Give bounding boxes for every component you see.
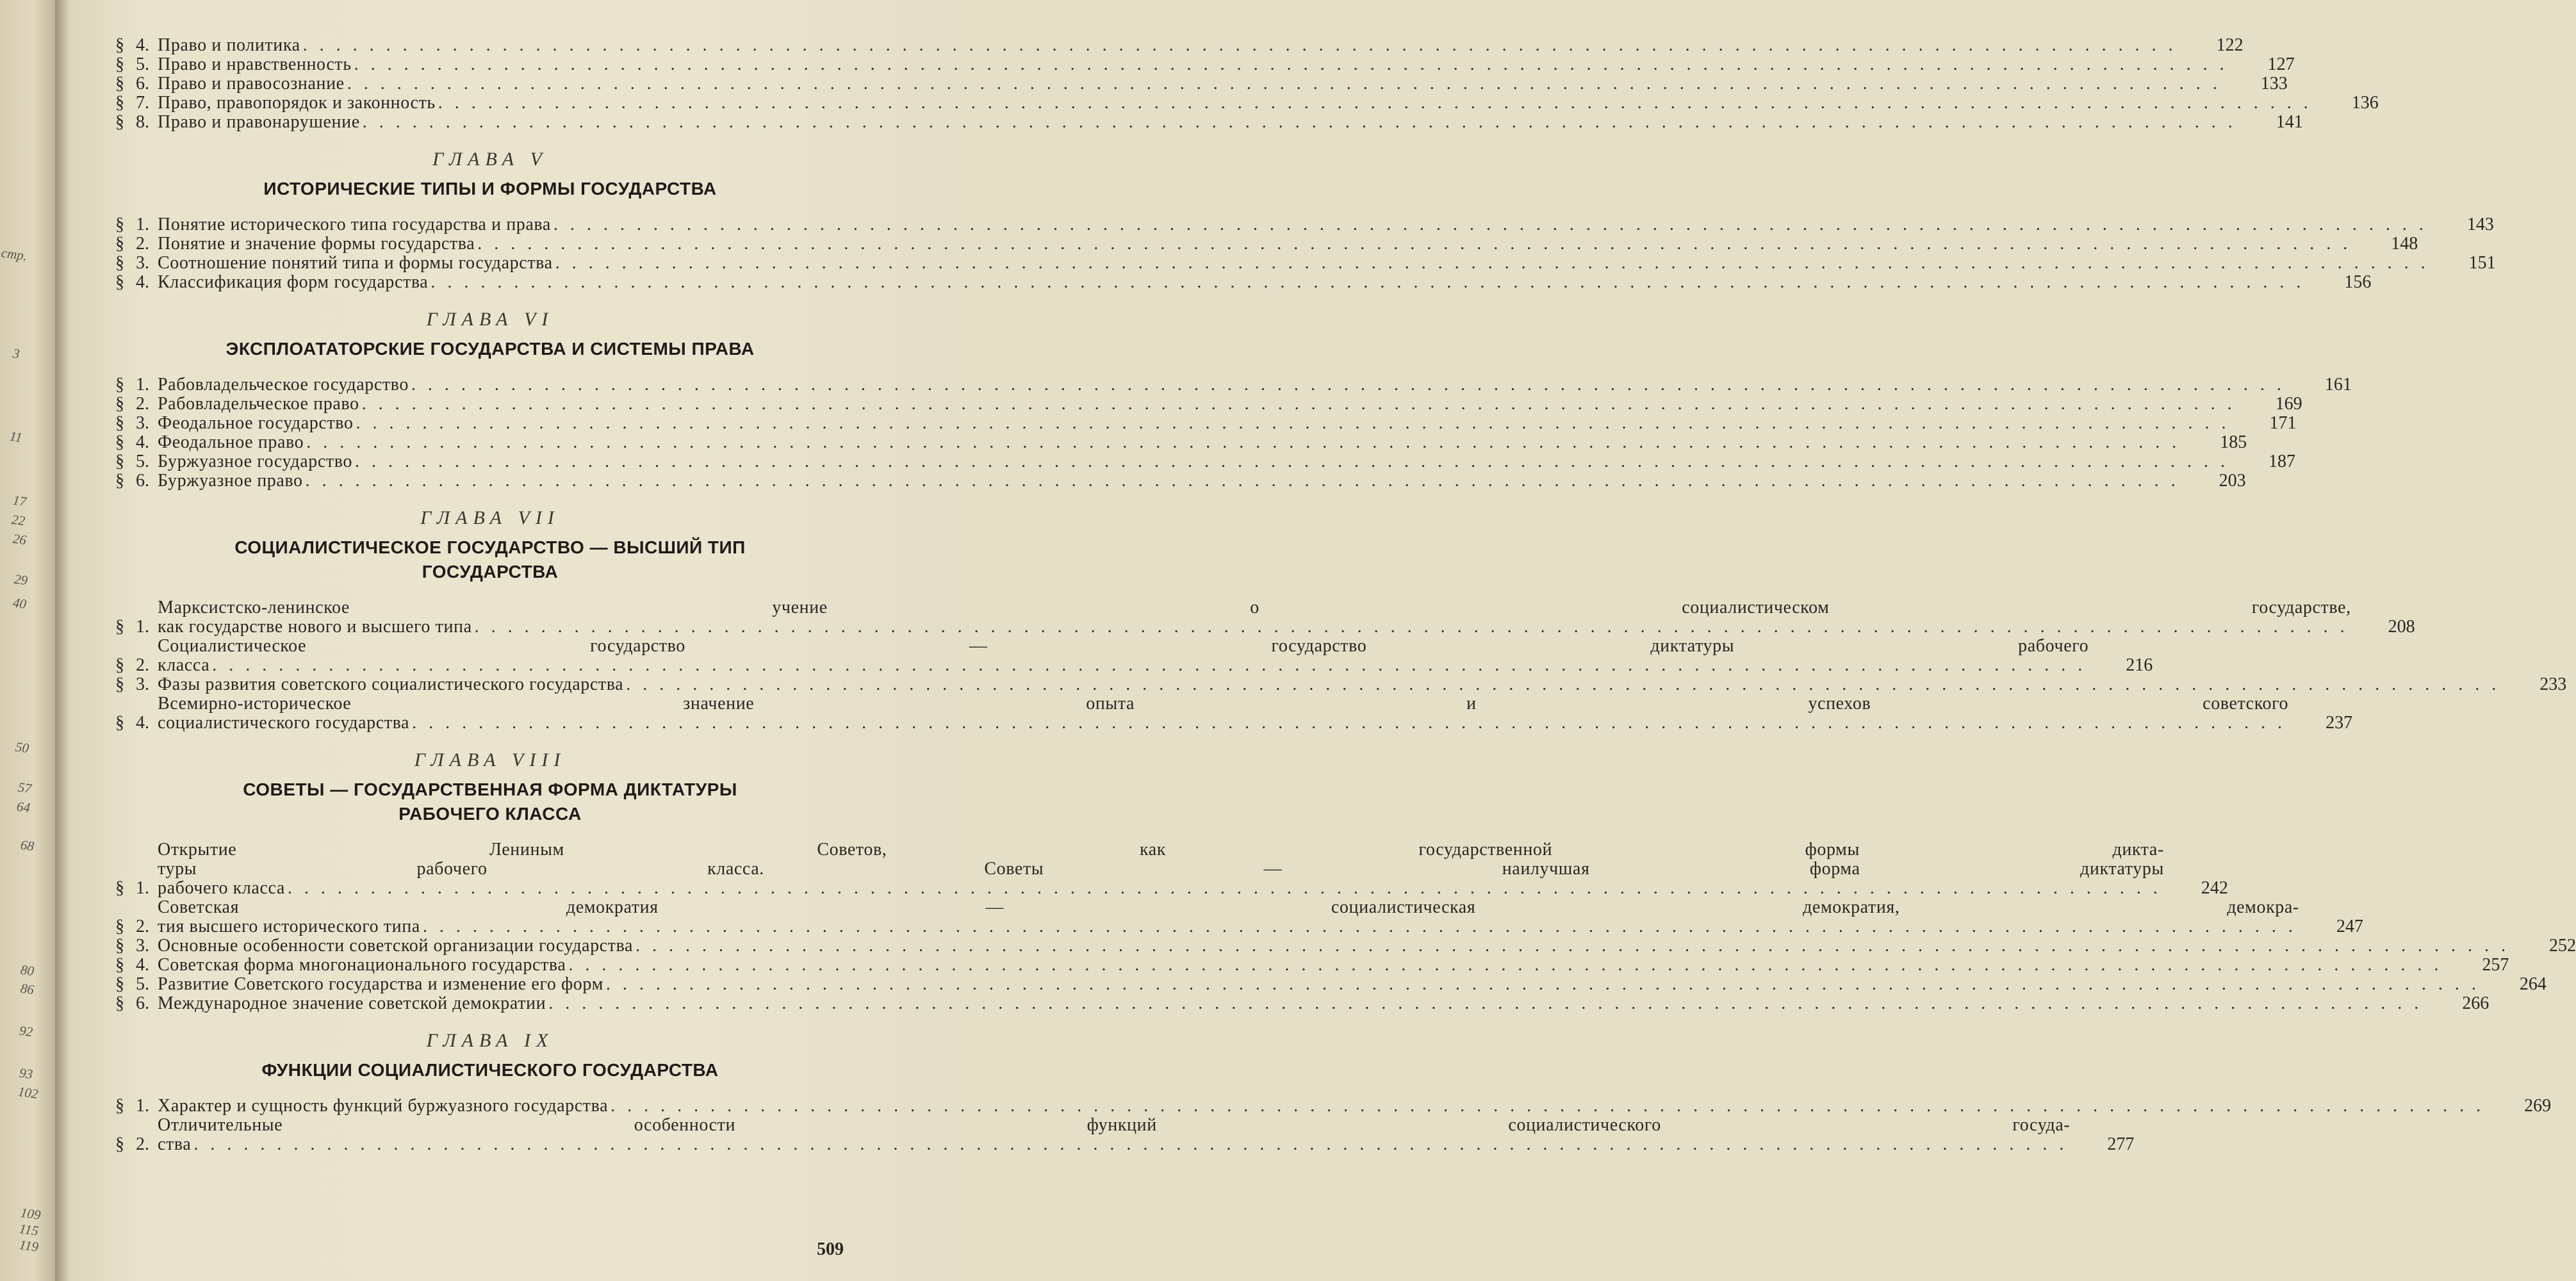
toc-entry[interactable] (115, 272, 2372, 292)
toc-entry-text: Фазы развития советского социалистического государства (158, 674, 624, 694)
edge-page-number: 93 (18, 1065, 34, 1082)
toc-entry-number: 5. (136, 452, 149, 471)
toc-entry-text: Классификация форм государства (158, 272, 429, 292)
chapter-label: ГЛАВА VII (420, 507, 560, 528)
section-sign: § (115, 93, 124, 113)
chapter-title-line: СОЦИАЛИСТИЧЕСКОЕ ГОСУДАРСТВО — ВЫСШИЙ ТИП (234, 537, 746, 557)
section-sign: § (115, 974, 124, 994)
toc-entry[interactable] (115, 234, 2418, 254)
toc-entry[interactable] (115, 1096, 2552, 1116)
toc-entry[interactable] (115, 471, 2246, 491)
toc-entry-number: 7. (136, 93, 149, 113)
toc-entry-text: ства (158, 1134, 192, 1154)
toc-page-number: 247 (2336, 917, 2363, 936)
edge-page-number: 57 (17, 779, 33, 797)
section-sign: § (115, 215, 124, 234)
toc-entry[interactable] (115, 452, 2295, 471)
toc-entry-text: Марксистско-ленинское учение о социалистическом государстве, (158, 598, 2351, 617)
dot-leader: . . . . . . . . . . . . . . . . . . . . . . . . . . . . . . . . . . . . . . . . . . . . . . . . . . . . . . . . . . . . . . . . . . . . . . . . . . . . . . . . . . . . . . . . . . . . . . . . . . . . . . . . . . . . . . . . . (305, 471, 2179, 491)
toc-entry-number: 5. (136, 974, 149, 994)
toc-entry-text: Развитие Советского государства и изменение его форм (158, 974, 603, 994)
toc-entry[interactable] (115, 636, 2153, 675)
chapter-title-line: СОВЕТЫ — ГОСУДАРСТВЕННАЯ ФОРМА ДИКТАТУРЫ (243, 779, 737, 799)
toc-entry[interactable] (115, 432, 2247, 452)
toc-entry[interactable] (115, 394, 2302, 414)
dot-leader: . . . . . . . . . . . . . . . . . . . . . . . . . . . . . . . . . . . . . . . . . . . . . . . . . . . . . . . . . . . . . . . . . . . . . . . . . . . . . . . . . . . . . . . . . . . . . . . . . . . . . . . . . . . . . . . . . (354, 452, 2229, 471)
edge-page-number: 64 (15, 798, 31, 816)
toc-entry[interactable] (115, 54, 2295, 74)
toc-entry-text: Феодальное право (158, 432, 304, 452)
toc-entry-text: Понятие исторического типа государства и права (158, 215, 551, 234)
toc-entry[interactable] (115, 93, 2379, 113)
toc-entry-text: Феодальное государство (158, 413, 354, 433)
dot-leader: . . . . . . . . . . . . . . . . . . . . . . . . . . . . . . . . . . . . . . . . . . . . . . . . . . . . . . . . . . . . . . . . . . . . . . . . . . . . . . . . . . . . . . . . . . . . . . . . . . . . . . . . . . . . . . . . . (193, 1134, 2068, 1154)
dot-leader: . . . . . . . . . . . . . . . . . . . . . . . . . . . . . . . . . . . . . . . . . . . . . . . . . . . . . . . . . . . . . . . . . . . . . . . . . . . . . . . . . . . . . . . . . . . . . . . . . . . . . . . . . . . . . . . . . (356, 413, 2230, 433)
toc-entry-number: 3. (136, 253, 149, 273)
toc-entry-text: Право и правонарушение (158, 112, 360, 132)
section-sign: § (115, 35, 124, 55)
toc-entry-text: Рабовладельческое государство (158, 375, 409, 395)
toc-entry-number: 2. (136, 1134, 149, 1154)
toc-entry[interactable] (115, 897, 2363, 936)
toc-entry[interactable] (115, 74, 2288, 94)
toc-entry-number: 6. (136, 74, 149, 94)
dot-leader: . . . . . . . . . . . . . . . . . . . . . . . . . . . . . . . . . . . . . . . . . . . . . . . . . . . . . . . . . . . . . . . . . . . . . . . . . . . . . . . . . . . . . . . . . . . . . . . . . . . . . . . . . . . . . . . . . (412, 713, 2286, 733)
toc-entry[interactable] (115, 598, 2415, 637)
toc-entry-number: 2. (136, 917, 149, 936)
toc-page-number: 122 (2216, 35, 2244, 55)
toc-entry[interactable] (115, 112, 2303, 132)
section-sign: § (115, 452, 124, 471)
section-sign: § (115, 1134, 124, 1154)
edge-page-number: стр. (0, 245, 28, 264)
section-sign: § (115, 471, 124, 491)
section-sign: § (115, 1096, 124, 1116)
chapter-title-line: ЭКСПЛОАТАТОРСКИЕ ГОСУДАРСТВА И СИСТЕМЫ ПРАВА (226, 339, 755, 359)
toc-entry-number: 1. (136, 878, 149, 898)
dot-leader: . . . . . . . . . . . . . . . . . . . . . . . . . . . . . . . . . . . . . . . . . . . . . . . . . . . . . . . . . . . . . . . . . . . . . . . . . . . . . . . . . . . . . . . . . . . . . . . . . . . . . . . . . . . . . . . . . (306, 432, 2181, 452)
page-number: 509 (817, 1239, 844, 1259)
section-sign: § (115, 413, 124, 433)
toc-entry-text: Понятие и значение формы государства (158, 234, 475, 254)
toc-page-number: 187 (2268, 452, 2295, 471)
chapter-title-line: ГОСУДАРСТВА (422, 562, 559, 582)
toc-page-number: 171 (2269, 413, 2297, 433)
section-sign: § (115, 74, 124, 94)
toc-page-number: 264 (2519, 974, 2547, 994)
toc-entry[interactable] (115, 674, 2567, 694)
dot-leader: . . . . . . . . . . . . . . . . . . . . . . . . . . . . . . . . . . . . . . . . . . . . . . . . . . . . . . . . . . . . . . . . . . . . . . . . . . . . . . . . . . . . . . . . . . . . . . . . . . . . . . . . . . . . . . . . . (548, 993, 2423, 1013)
edge-page-number: 22 (10, 511, 26, 529)
toc-entry-text: Советская демократия — социалистическая демократия, демокра- (158, 897, 2299, 917)
toc-entry[interactable] (115, 215, 2494, 234)
toc-page-number: 141 (2276, 112, 2303, 132)
toc-entry-text: Право и политика (158, 35, 300, 55)
toc-entry-number: 1. (136, 375, 149, 395)
toc-entry-text: Отличительные особенности функций социалистического госуда- (158, 1115, 2071, 1135)
section-sign: § (115, 375, 124, 395)
toc-entry-number: 1. (136, 1096, 149, 1116)
section-sign: § (115, 272, 124, 292)
section-sign: § (115, 253, 124, 273)
toc-entry[interactable] (115, 974, 2547, 994)
toc-entry-text: Право и нравственность (158, 54, 352, 74)
toc-page-number: 151 (2468, 253, 2496, 273)
chapter-label: ГЛАВА VI (426, 309, 554, 330)
toc-entry[interactable] (115, 35, 2244, 55)
dot-leader: . . . . . . . . . . . . . . . . . . . . . . . . . . . . . . . . . . . . . . . . . . . . . . . . . . . . . . . . . . . . . . . . . . . . . . . . . . . . . . . . . . . . . . . . . . . . . . . . . . . . . . . . . . . . . . . . . (553, 215, 2427, 234)
dot-leader: . . . . . . . . . . . . . . . . . . . . . . . . . . . . . . . . . . . . . . . . . . . . . . . . . . . . . . . . . . . . . . . . . . . . . . . . . . . . . . . . . . . . . . . . . . . . . . . . . . . . . . . . . . . . . . . . . (287, 878, 2162, 898)
toc-entry[interactable] (115, 936, 2576, 956)
edge-page-number: 3 (12, 345, 21, 362)
toc-entry-text: Социалистическое государство — государство диктатуры рабочего (158, 636, 2089, 656)
dot-leader: . . . . . . . . . . . . . . . . . . . . . . . . . . . . . . . . . . . . . . . . . . . . . . . . . . . . . . . . . . . . . . . . . . . . . . . . . . . . . . . . . . . . . . . . . . . . . . . . . . . . . . . . . . . . . . . . . (354, 54, 2228, 74)
toc-entry-number: 2. (136, 655, 149, 675)
chapter-label: ГЛАВА VIII (414, 749, 566, 771)
toc-page-number: 148 (2391, 234, 2418, 254)
toc-entry-text: Право, правопорядок и законность (158, 93, 436, 113)
dot-leader: . . . . . . . . . . . . . . . . . . . . . . . . . . . . . . . . . . . . . . . . . . . . . . . . . . . . . . . . . . . . . . . . . . . . . . . . . . . . . . . . . . . . . . . . . . . . . . . . . . . . . . . . . . . . . . . . . (212, 655, 2087, 675)
dot-leader: . . . . . . . . . . . . . . . . . . . . . . . . . . . . . . . . . . . . . . . . . . . . . . . . . . . . . . . . . . . . . . . . . . . . . . . . . . . . . . . . . . . . . . . . . . . . . . . . . . . . . . . . . . . . . . . . . (605, 974, 2480, 994)
section-sign: § (115, 917, 124, 936)
edge-page-number: 102 (17, 1083, 40, 1102)
toc-entry-number: 4. (136, 955, 149, 975)
table-of-contents (115, 35, 2576, 1154)
toc-entry-text: класса (158, 655, 210, 675)
toc-entry-number: 4. (136, 432, 149, 452)
section-sign: § (115, 112, 124, 132)
edge-page-number: 115 (18, 1221, 40, 1239)
toc-entry-number: 2. (136, 234, 149, 254)
toc-page-number: 269 (2524, 1096, 2552, 1116)
toc-entry[interactable] (115, 993, 2490, 1013)
toc-page-number: 143 (2466, 215, 2494, 234)
dot-leader: . . . . . . . . . . . . . . . . . . . . . . . . . . . . . . . . . . . . . . . . . . . . . . . . . . . . . . . . . . . . . . . . . . . . . . . . . . . . . . . . . . . . . . . . . . . . . . . . . . . . . . . . . . . . . . . . . (568, 955, 2443, 975)
dot-leader: . . . . . . . . . . . . . . . . . . . . . . . . . . . . . . . . . . . . . . . . . . . . . . . . . . . . . . . . . . . . . . . . . . . . . . . . . . . . . . . . . . . . . . . . . . . . . . . . . . . . . . . . . . . . . . . . . (302, 35, 2177, 55)
toc-entry-text: Международное значение советской демократии (158, 993, 546, 1013)
edge-page-number: 11 (8, 428, 24, 446)
chapter-title-line: ФУНКЦИИ СОЦИАЛИСТИЧЕСКОГО ГОСУДАРСТВА (261, 1060, 719, 1080)
toc-page-number: 203 (2219, 471, 2246, 491)
toc-entry[interactable] (115, 1115, 2135, 1154)
edge-page-number: 40 (12, 594, 28, 612)
toc-entry-text: Буржуазное государство (158, 452, 352, 471)
book-gutter (55, 0, 72, 1281)
dot-leader: . . . . . . . . . . . . . . . . . . . . . . . . . . . . . . . . . . . . . . . . . . . . . . . . . . . . . . . . . . . . . . . . . . . . . . . . . . . . . . . . . . . . . . . . . . . . . . . . . . . . . . . . . . . . . . . . . (362, 112, 2236, 132)
toc-entry-text: Советская форма многонационального государства (158, 955, 566, 975)
section-sign: § (115, 432, 124, 452)
toc-entry-text: Рабовладельческое право (158, 394, 359, 414)
section-sign: § (115, 955, 124, 975)
section-sign: § (115, 394, 124, 414)
toc-page-number: 156 (2344, 272, 2372, 292)
section-sign: § (115, 674, 124, 694)
edge-page-number: 119 (18, 1237, 40, 1255)
toc-entry-number: 2. (136, 394, 149, 414)
dot-leader: . . . . . . . . . . . . . . . . . . . . . . . . . . . . . . . . . . . . . . . . . . . . . . . . . . . . . . . . . . . . . . . . . . . . . . . . . . . . . . . . . . . . . . . . . . . . . . . . . . . . . . . . . . . . . . . . . (477, 234, 2352, 254)
chapter-title-line: ИСТОРИЧЕСКИЕ ТИПЫ И ФОРМЫ ГОСУДАРСТВА (263, 179, 717, 199)
toc-entry-text: рабочего класса (158, 878, 285, 898)
toc-page-number: 237 (2326, 713, 2353, 733)
toc-entry-text: Буржуазное право (158, 471, 303, 491)
toc-page-number: 257 (2482, 955, 2509, 975)
edge-page-number: 109 (19, 1204, 42, 1223)
section-sign: § (115, 234, 124, 254)
toc-page-number: 216 (2126, 655, 2153, 675)
dot-leader: . . . . . . . . . . . . . . . . . . . . . . . . . . . . . . . . . . . . . . . . . . . . . . . . . . . . . . . . . . . . . . . . . . . . . . . . . . . . . . . . . . . . . . . . . . . . . . . . . . . . . . . . . . . . . . . . . (347, 74, 2221, 94)
edge-page-number: 68 (19, 836, 35, 854)
toc-entry-text: Всемирно-историческое значение опыта и успехов советского (158, 694, 2289, 714)
toc-entry-number: 4. (136, 35, 149, 55)
toc-entry-text: тия высшего исторического типа (158, 917, 420, 936)
dot-leader: . . . . . . . . . . . . . . . . . . . . . . . . . . . . . . . . . . . . . . . . . . . . . . . . . . . . . . . . . . . . . . . . . . . . . . . . . . . . . . . . . . . . . . . . . . . . . . . . . . . . . . . . . . . . . . . . . (636, 936, 2510, 956)
toc-entry-text: социалистического государства (158, 713, 410, 733)
dot-leader: . . . . . . . . . . . . . . . . . . . . . . . . . . . . . . . . . . . . . . . . . . . . . . . . . . . . . . . . . . . . . . . . . . . . . . . . . . . . . . . . . . . . . . . . . . . . . . . . . . . . . . . . . . . . . . . . . (611, 1096, 2485, 1116)
dot-leader: . . . . . . . . . . . . . . . . . . . . . . . . . . . . . . . . . . . . . . . . . . . . . . . . . . . . . . . . . . . . . . . . . . . . . . . . . . . . . . . . . . . . . . . . . . . . . . . . . . . . . . . . . . . . . . . . . (422, 917, 2297, 936)
toc-page-number: 136 (2351, 93, 2379, 113)
toc-entry-text: Основные особенности советской организации государства (158, 936, 634, 956)
toc-entry[interactable] (115, 253, 2496, 273)
edge-page-number: 80 (19, 961, 35, 979)
toc-entry[interactable] (115, 840, 2228, 898)
section-sign: § (115, 878, 124, 898)
toc-entry-number: 3. (136, 674, 149, 694)
edge-page-number: 86 (19, 980, 35, 998)
toc-page-number: 233 (2539, 674, 2567, 694)
dot-leader: . . . . . . . . . . . . . . . . . . . . . . . . . . . . . . . . . . . . . . . . . . . . . . . . . . . . . . . . . . . . . . . . . . . . . . . . . . . . . . . . . . . . . . . . . . . . . . . . . . . . . . . . . . . . . . . . . (555, 253, 2429, 273)
toc-page-number: 242 (2201, 878, 2228, 898)
toc-page-number: 127 (2267, 54, 2295, 74)
edge-page-number: 17 (12, 492, 28, 510)
toc-page-number: 169 (2275, 394, 2302, 414)
toc-entry-number: 5. (136, 54, 149, 74)
dot-leader: . . . . . . . . . . . . . . . . . . . . . . . . . . . . . . . . . . . . . . . . . . . . . . . . . . . . . . . . . . . . . . . . . . . . . . . . . . . . . . . . . . . . . . . . . . . . . . . . . . . . . . . . . . . . . . . . . (474, 617, 2349, 637)
edge-page-number: 29 (13, 571, 29, 589)
toc-entry-number: 3. (136, 413, 149, 433)
chapter-label: ГЛАВА IX (426, 1030, 554, 1051)
section-sign: § (115, 713, 124, 733)
section-sign: § (115, 655, 124, 675)
dot-leader: . . . . . . . . . . . . . . . . . . . . . . . . . . . . . . . . . . . . . . . . . . . . . . . . . . . . . . . . . . . . . . . . . . . . . . . . . . . . . . . . . . . . . . . . . . . . . . . . . . . . . . . . . . . . . . . . . (361, 394, 2236, 414)
section-sign: § (115, 54, 124, 74)
dot-leader: . . . . . . . . . . . . . . . . . . . . . . . . . . . . . . . . . . . . . . . . . . . . . . . . . . . . . . . . . . . . . . . . . . . . . . . . . . . . . . . . . . . . . . . . . . . . . . . . . . . . . . . . . . . . . . . . . (438, 93, 2312, 113)
toc-entry[interactable] (115, 413, 2297, 433)
dot-leader: . . . . . . . . . . . . . . . . . . . . . . . . . . . . . . . . . . . . . . . . . . . . . . . . . . . . . . . . . . . . . . . . . . . . . . . . . . . . . . . . . . . . . . . . . . . . . . . . . . . . . . . . . . . . . . . . . (626, 674, 2500, 694)
chapter-title (202, 337, 778, 361)
dot-leader: . . . . . . . . . . . . . . . . . . . . . . . . . . . . . . . . . . . . . . . . . . . . . . . . . . . . . . . . . . . . . . . . . . . . . . . . . . . . . . . . . . . . . . . . . . . . . . . . . . . . . . . . . . . . . . . . . (411, 375, 2285, 395)
toc-entry-number: 6. (136, 471, 149, 491)
edge-page-number: 26 (12, 530, 28, 548)
chapter-label: ГЛАВА V (432, 149, 548, 170)
toc-page-number: 161 (2324, 375, 2352, 395)
toc-entry-number: 1. (136, 215, 149, 234)
chapter-title (202, 535, 778, 584)
toc-entry-number: 6. (136, 993, 149, 1013)
toc-entry-text: как государстве нового и высшего типа (158, 617, 472, 637)
toc-page-number: 208 (2388, 617, 2415, 637)
dot-leader: . . . . . . . . . . . . . . . . . . . . . . . . . . . . . . . . . . . . . . . . . . . . . . . . . . . . . . . . . . . . . . . . . . . . . . . . . . . . . . . . . . . . . . . . . . . . . . . . . . . . . . . . . . . . . . . . . (431, 272, 2305, 292)
toc-entry-text: Право и правосознание (158, 74, 345, 94)
toc-page-number: 266 (2462, 993, 2490, 1013)
section-sign: § (115, 617, 124, 637)
chapter-title-line: РАБОЧЕГО КЛАССА (398, 804, 582, 824)
toc-entry[interactable] (115, 375, 2352, 395)
section-sign: § (115, 993, 124, 1013)
edge-page-number: 50 (14, 738, 30, 756)
chapter-title (202, 177, 778, 201)
toc-entry-number: 4. (136, 713, 149, 733)
edge-page-number: 92 (18, 1022, 34, 1040)
toc-entry-number: 1. (136, 617, 149, 637)
toc-entry[interactable] (115, 694, 2353, 733)
toc-entry-number: 3. (136, 936, 149, 956)
toc-entry-text: Соотношение понятий типа и формы государства (158, 253, 553, 273)
section-sign: § (115, 936, 124, 956)
toc-entry-text: туры рабочего класса. Советы — наилучшая форма диктатуры (158, 859, 2164, 879)
toc-page-number: 277 (2107, 1134, 2135, 1154)
toc-page-number: 133 (2260, 74, 2288, 94)
toc-entry[interactable] (115, 955, 2509, 975)
chapter-title (202, 1058, 778, 1082)
toc-page-number: 252 (2549, 936, 2576, 956)
toc-entry-number: 8. (136, 112, 149, 132)
chapter-title (202, 778, 778, 826)
toc-page-number: 185 (2220, 432, 2247, 452)
toc-entry-text: Открытие Лениным Советов, как государственной формы дикта- (158, 840, 2164, 860)
toc-entry-text: Характер и сущность функций буржуазного государства (158, 1096, 609, 1116)
toc-entry-number: 4. (136, 272, 149, 292)
